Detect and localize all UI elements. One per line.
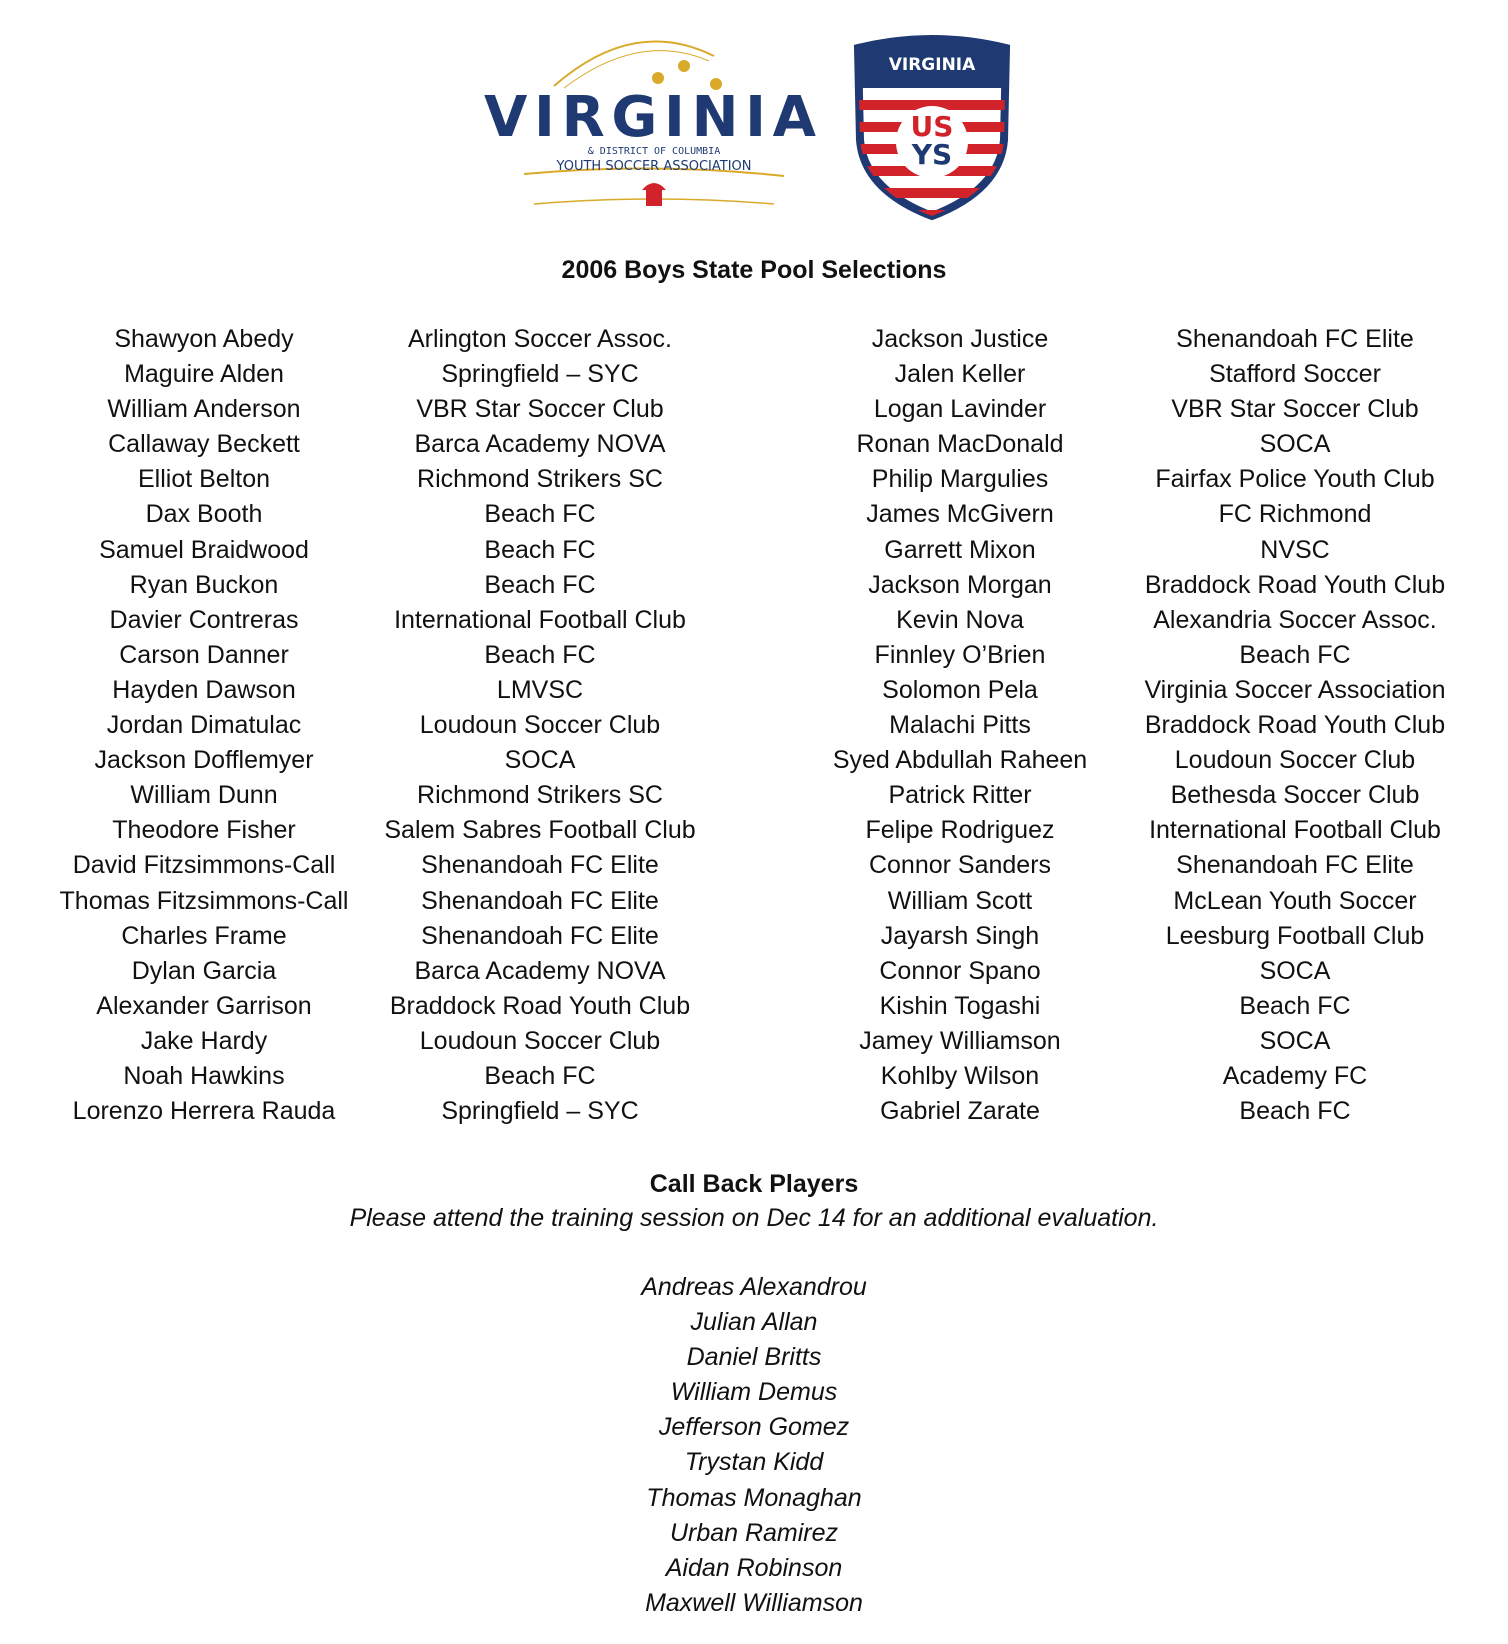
- player-name: Malachi Pitts: [889, 711, 1031, 740]
- player-name: Callaway Beckett: [108, 430, 300, 459]
- player-name: Jake Hardy: [140, 1026, 268, 1055]
- player-name: Jackson Justice: [871, 325, 1049, 353]
- player-name: Jordan Dimatulac: [106, 711, 302, 740]
- player-club: International Football Club: [1149, 816, 1441, 845]
- callback-note: Please attend the training session on Dec 14 for an additional evaluation.: [349, 1204, 1159, 1232]
- player-club: Shenandoah FC Elite: [421, 851, 659, 880]
- table-row: [0, 708, 1508, 743]
- player-club: Academy FC: [1222, 1061, 1368, 1090]
- table-row: [0, 813, 1508, 848]
- player-club: Barca Academy NOVA: [414, 430, 666, 459]
- player-name: Kohlby Wilson: [880, 1061, 1040, 1090]
- player-name: Connor Spano: [879, 956, 1041, 985]
- player-name: Felipe Rodriguez: [865, 816, 1055, 845]
- player-name: Samuel Braidwood: [99, 535, 309, 564]
- callback-player: Andreas Alexandrou: [641, 1273, 867, 1301]
- table-row: [0, 638, 1508, 673]
- player-name: Davier Contreras: [109, 605, 299, 634]
- player-name: Solomon Pela: [882, 675, 1038, 704]
- player-name: Dylan Garcia: [131, 956, 277, 985]
- player-club: Springfield – SYC: [441, 360, 639, 389]
- player-club: SOCA: [1259, 430, 1331, 459]
- callback-player: Trystan Kidd: [684, 1448, 824, 1477]
- player-name: Ronan MacDonald: [856, 430, 1064, 459]
- player-name: Jamey Williamson: [859, 1026, 1061, 1055]
- svg-text:YOUTH SOCCER ASSOCIATION: YOUTH SOCCER ASSOCIATION: [556, 159, 752, 174]
- player-name: Jackson Morgan: [868, 570, 1052, 599]
- table-row: [0, 1059, 1508, 1094]
- player-name: Philip Margulies: [871, 465, 1049, 494]
- player-name: Jalen Keller: [894, 360, 1026, 389]
- player-club: Beach FC: [1239, 1097, 1351, 1126]
- callback-player: William Demus: [670, 1378, 838, 1407]
- player-club: Beach FC: [484, 1061, 596, 1090]
- player-name: Finnley O’Brien: [874, 640, 1046, 669]
- player-name: William Dunn: [130, 781, 278, 810]
- table-row: [0, 989, 1508, 1024]
- table-row: [0, 392, 1508, 427]
- player-club: Beach FC: [484, 535, 596, 564]
- player-club: Springfield – SYC: [441, 1097, 639, 1126]
- player-club: Fairfax Police Youth Club: [1155, 465, 1435, 494]
- table-row: [0, 603, 1508, 638]
- player-club: Loudoun Soccer Club: [419, 1026, 661, 1055]
- player-club: Richmond Strikers SC: [417, 465, 663, 494]
- table-row: [0, 1024, 1508, 1059]
- player-club: Salem Sabres Football Club: [384, 816, 696, 845]
- player-club: Shenandoah FC Elite: [1176, 851, 1414, 880]
- player-name: Theodore Fisher: [112, 816, 296, 845]
- player-club: Shenandoah FC Elite: [421, 886, 659, 915]
- player-name: Thomas Fitzsimmons-Call: [59, 886, 349, 915]
- player-name: Carson Danner: [119, 640, 289, 669]
- table-row: [0, 673, 1508, 708]
- player-club: Beach FC: [484, 570, 596, 599]
- player-club: Braddock Road Youth Club: [1144, 711, 1446, 740]
- callback-player: Thomas Monaghan: [646, 1483, 862, 1512]
- player-club: Leesburg Football Club: [1165, 921, 1425, 950]
- roster-table: [0, 322, 1508, 1129]
- player-club: Shenandoah FC Elite: [1176, 325, 1414, 353]
- player-name: Garrett Mixon: [884, 535, 1036, 564]
- player-name: William Anderson: [107, 395, 301, 424]
- player-club: SOCA: [1259, 1026, 1331, 1055]
- svg-text:& DISTRICT OF COLUMBIA: & DISTRICT OF COLUMBIA: [587, 146, 721, 157]
- player-club: Arlington Soccer Assoc.: [407, 325, 672, 353]
- player-club: Bethesda Soccer Club: [1170, 781, 1420, 810]
- table-row: [0, 884, 1508, 919]
- player-club: LMVSC: [496, 675, 584, 704]
- svg-text:US: US: [910, 110, 954, 143]
- player-name: Hayden Dawson: [112, 675, 296, 704]
- player-club: VBR Star Soccer Club: [1171, 395, 1419, 424]
- player-club: Beach FC: [1239, 991, 1351, 1020]
- us-youth-soccer-virginia-shield-logo: [852, 30, 1012, 220]
- svg-text:VIRGINIA: VIRGINIA: [484, 85, 816, 150]
- player-name: Shawyon Abedy: [114, 325, 294, 353]
- table-row: [0, 1094, 1508, 1129]
- player-club: Loudoun Soccer Club: [1174, 746, 1416, 775]
- player-name: Gabriel Zarate: [880, 1097, 1040, 1126]
- callback-player: Aidan Robinson: [665, 1553, 843, 1582]
- table-row: [0, 322, 1508, 357]
- player-club: Shenandoah FC Elite: [421, 921, 659, 950]
- callback-player: Maxwell Williamson: [645, 1588, 863, 1617]
- player-name: Connor Sanders: [868, 851, 1052, 880]
- player-name: Kevin Nova: [896, 605, 1024, 634]
- player-name: Ryan Buckon: [129, 570, 279, 599]
- player-name: Logan Lavinder: [873, 395, 1047, 424]
- table-row: [0, 919, 1508, 954]
- player-name: Lorenzo Herrera Rauda: [72, 1097, 336, 1126]
- player-name: Jackson Dofflemyer: [94, 746, 314, 775]
- player-club: SOCA: [1259, 956, 1331, 985]
- virginia-dc-youth-soccer-logo: [484, 26, 824, 226]
- table-row: [0, 533, 1508, 568]
- player-name: Jayarsh Singh: [880, 921, 1040, 950]
- player-club: VBR Star Soccer Club: [416, 395, 664, 424]
- table-row: [0, 954, 1508, 989]
- player-club: Alexandria Soccer Assoc.: [1153, 605, 1437, 634]
- player-name: Kishin Togashi: [879, 991, 1041, 1020]
- player-name: Noah Hawkins: [123, 1061, 285, 1090]
- player-name: Alexander Garrison: [96, 991, 312, 1020]
- player-club: Barca Academy NOVA: [414, 956, 666, 985]
- player-club: Braddock Road Youth Club: [389, 991, 691, 1020]
- callback-player: Jefferson Gomez: [658, 1413, 850, 1442]
- callback-player: Julian Allan: [690, 1308, 818, 1337]
- player-club: Beach FC: [484, 500, 596, 529]
- table-row: [0, 743, 1508, 778]
- svg-text:VIRGINIA: VIRGINIA: [888, 55, 976, 75]
- table-row: [0, 462, 1508, 497]
- player-club: International Football Club: [394, 605, 686, 634]
- player-club: Stafford Soccer: [1209, 360, 1381, 389]
- player-name: Patrick Ritter: [888, 781, 1032, 810]
- table-row: [0, 497, 1508, 532]
- player-name: David Fitzsimmons-Call: [72, 851, 336, 880]
- player-club: Beach FC: [484, 640, 596, 669]
- header-logos: [0, 26, 1508, 226]
- svg-text:YS: YS: [911, 138, 953, 171]
- player-club: Richmond Strikers SC: [417, 781, 663, 810]
- table-row: [0, 848, 1508, 883]
- player-name: Dax Booth: [145, 500, 263, 529]
- callback-title: Call Back Players: [649, 1170, 859, 1198]
- player-name: Charles Frame: [121, 921, 287, 950]
- player-club: NVSC: [1260, 535, 1330, 564]
- player-club: FC Richmond: [1218, 500, 1372, 529]
- player-name: Maguire Alden: [124, 360, 284, 389]
- player-club: Virginia Soccer Association: [1144, 675, 1446, 704]
- player-name: Syed Abdullah Raheen: [832, 746, 1088, 775]
- table-row: [0, 778, 1508, 813]
- table-row: [0, 357, 1508, 392]
- player-club: Beach FC: [1239, 640, 1351, 669]
- player-name: William Scott: [887, 886, 1033, 915]
- callback-player: Daniel Britts: [686, 1343, 822, 1372]
- table-row: [0, 568, 1508, 603]
- player-club: Loudoun Soccer Club: [419, 711, 661, 740]
- player-name: James McGivern: [866, 500, 1054, 529]
- player-name: Elliot Belton: [137, 465, 271, 494]
- callback-player: Urban Ramirez: [669, 1518, 839, 1547]
- page-title: 2006 Boys State Pool Selections: [561, 256, 947, 284]
- player-club: Braddock Road Youth Club: [1144, 570, 1446, 599]
- player-club: McLean Youth Soccer: [1173, 886, 1417, 915]
- callback-list: [0, 1270, 1508, 1621]
- player-club: SOCA: [504, 746, 576, 775]
- table-row: [0, 427, 1508, 462]
